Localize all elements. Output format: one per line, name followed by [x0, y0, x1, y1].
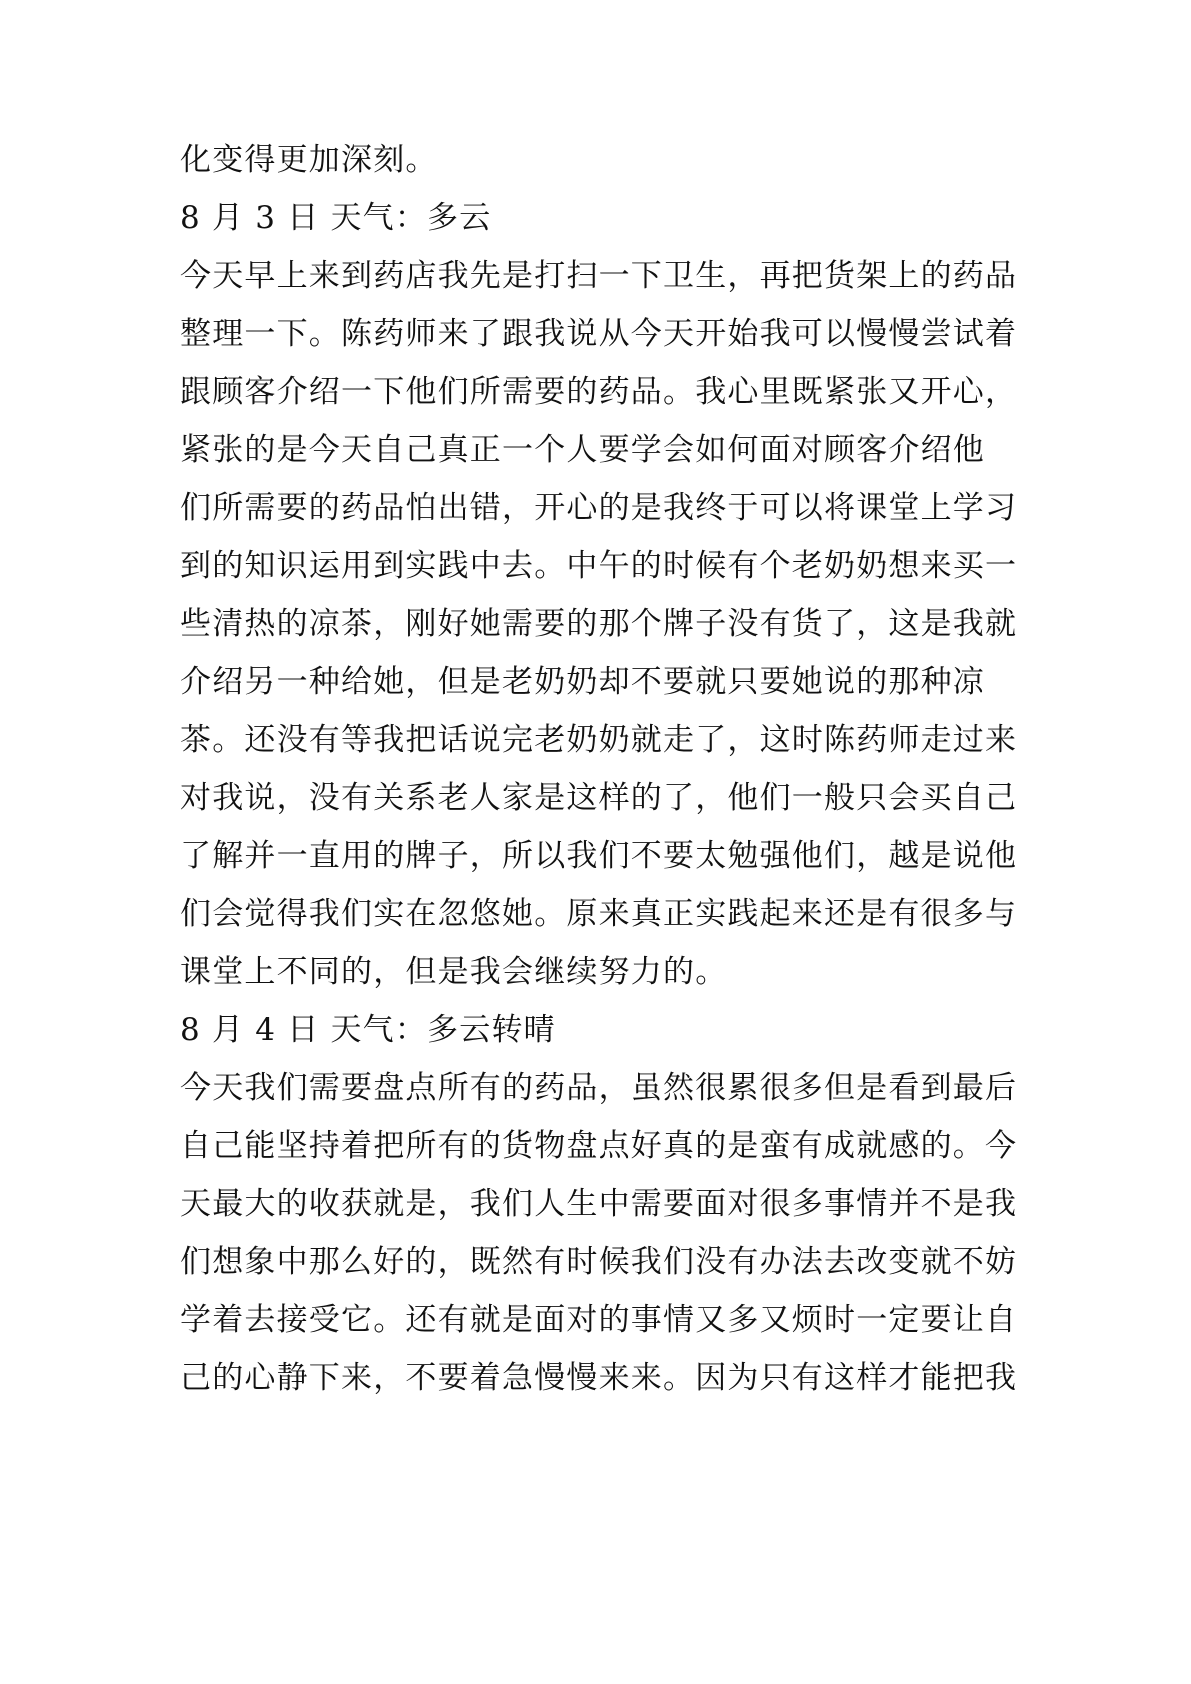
text-line: 茶。还没有等我把话说完老奶奶就走了，这时陈药师走过来: [180, 722, 1018, 758]
text-line: 们想象中那么好的，既然有时候我们没有办法去改变就不妨: [180, 1244, 1018, 1280]
text-line: 跟顾客介绍一下他们所需要的药品。我心里既紧张又开心，: [180, 374, 1018, 410]
text-line: 介绍另一种给她，但是老奶奶却不要就只要她说的那种凉: [180, 664, 985, 700]
diary-date-heading: 8 月 3 日 天气：多云: [180, 200, 492, 236]
text-line: 到的知识运用到实践中去。中午的时候有个老奶奶想来买一: [180, 548, 1018, 584]
text-line: 今天我们需要盘点所有的药品，虽然很累很多但是看到最后: [180, 1070, 1018, 1106]
text-line: 们所需要的药品怕出错，开心的是我终于可以将课堂上学习: [180, 490, 1018, 526]
text-line: 整理一下。陈药师来了跟我说从今天开始我可以慢慢尝试着: [180, 316, 1018, 352]
text-line: 对我说，没有关系老人家是这样的了，他们一般只会买自己: [180, 780, 1018, 816]
text-line: 己的心静下来，不要着急慢慢来来。因为只有这样才能把我: [180, 1360, 1018, 1396]
text-line: 课堂上不同的，但是我会继续努力的。: [180, 954, 728, 990]
diary-date-heading: 8 月 4 日 天气：多云转晴: [180, 1012, 556, 1048]
text-line: 自己能坚持着把所有的货物盘点好真的是蛮有成就感的。今: [180, 1128, 1018, 1164]
text-line: 紧张的是今天自己真正一个人要学会如何面对顾客介绍他: [180, 432, 985, 468]
text-line: 学着去接受它。还有就是面对的事情又多又烦时一定要让自: [180, 1302, 1018, 1338]
text-line: 今天早上来到药店我先是打扫一下卫生，再把货架上的药品: [180, 258, 1018, 294]
text-line: 化变得更加深刻。: [180, 142, 438, 178]
text-line: 们会觉得我们实在忽悠她。原来真正实践起来还是有很多与: [180, 896, 1018, 932]
text-line: 些清热的凉茶，刚好她需要的那个牌子没有货了，这是我就: [180, 606, 1018, 642]
text-line: 了解并一直用的牌子，所以我们不要太勉强他们，越是说他: [180, 838, 1018, 874]
text-line: 天最大的收获就是，我们人生中需要面对很多事情并不是我: [180, 1186, 1018, 1222]
